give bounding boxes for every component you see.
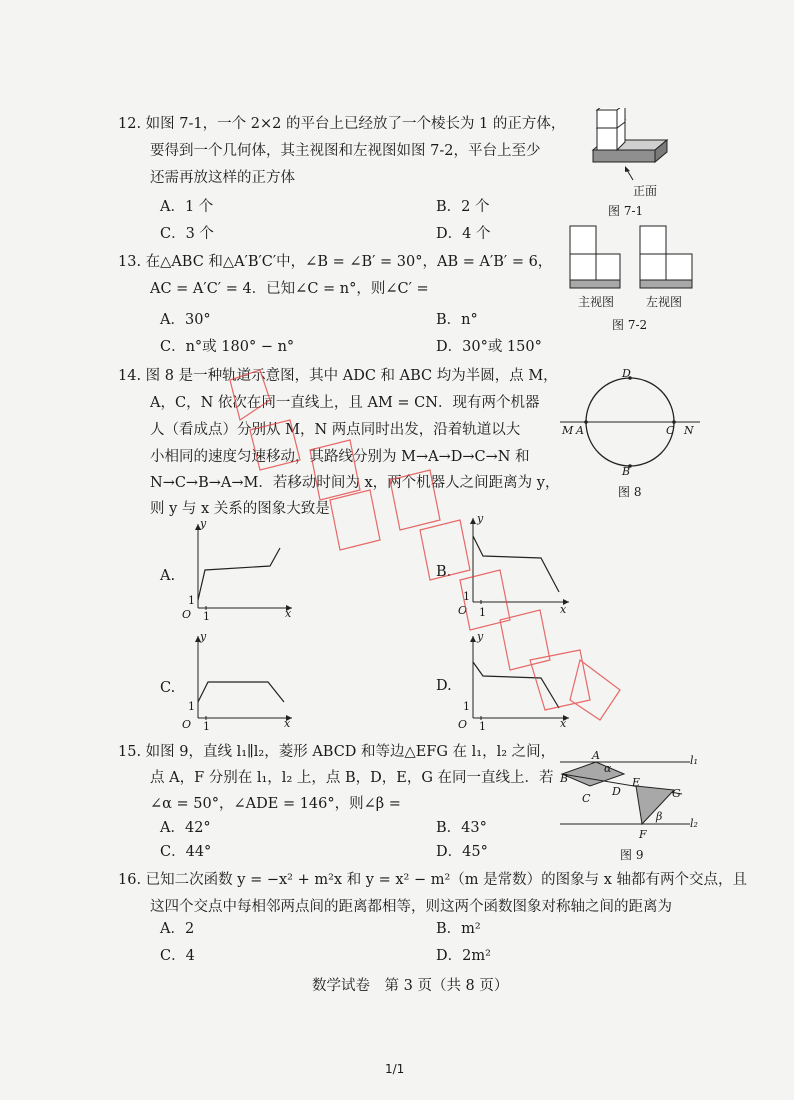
- q14-graph-d-x-one: 1: [479, 720, 486, 733]
- figure-8-label-c: C: [666, 424, 675, 437]
- q14-graph-c-y-label: y: [200, 630, 207, 643]
- q14-graph-c-x-label: x: [284, 717, 291, 730]
- figure-9-label-c: C: [582, 792, 591, 805]
- figure-9-label-g: G: [672, 787, 681, 800]
- figure-7-1-caption: 图 7-1: [608, 204, 644, 218]
- q14-option-c: C.: [160, 680, 176, 696]
- q14-graph-c-x-one: 1: [203, 720, 210, 733]
- figure-9-label-d: D: [612, 785, 621, 798]
- figure-9-rhombus-triangle: [556, 750, 706, 840]
- figure-8-label-m: M: [562, 424, 574, 437]
- figure-9-label-a: A: [592, 749, 600, 762]
- q14-line-3: 人（看成点）分别从 M，N 两点同时出发，沿着轨道以大: [150, 422, 521, 438]
- q16-option-d: D．2m²: [436, 948, 491, 964]
- figure-8-label-n: N: [684, 424, 694, 437]
- figure-7-2-main-view-label: 主视图: [578, 295, 615, 309]
- q15-option-a: A．42°: [160, 820, 211, 836]
- figure-8-label-b: B: [622, 465, 631, 478]
- q14-line-4: 小相同的速度匀速移动，其路线分别为 M→A→D→C→N 和: [150, 449, 530, 465]
- figure-7-1-front-label: 正面: [633, 184, 658, 198]
- figure-7-2-views: [568, 224, 708, 290]
- page-number: 1/1: [385, 1062, 405, 1076]
- q12-option-d: D．4 个: [436, 226, 491, 242]
- q14-graph-a: [180, 518, 295, 622]
- q14-graph-d: [455, 632, 575, 732]
- q12-option-b: B．2 个: [436, 199, 490, 215]
- q14-graph-d-x-label: x: [560, 717, 567, 730]
- q14-graph-d-origin: O: [458, 718, 468, 731]
- q15-line-1: 15. 如图 9，直线 l₁∥l₂，菱形 ABCD 和等边△EFG 在 l₁，l₂ 之间，: [118, 744, 556, 760]
- figure-7-2-caption: 图 7-2: [612, 318, 648, 332]
- q13-line-1: 13. 在△ABC 和△A′B′C′中，∠B = ∠B′ = 30°，AB = A′B′ = 6，: [118, 254, 553, 270]
- figure-9-label-l1: l₁: [690, 754, 698, 767]
- q14-line-2: A，C，N 依次在同一直线上，且 AM = CN．现有两个机器: [150, 395, 540, 411]
- q14-graph-a-x-label: x: [285, 607, 292, 620]
- q14-graph-b-x-one: 1: [479, 606, 486, 619]
- q15-line-2: 点 A，F 分别在 l₁，l₂ 上，点 B，D，E，G 在同一直线上．若: [150, 770, 554, 786]
- q12-line-2: 要得到一个几何体，其主视图和左视图如图 7-2，平台上至少: [150, 143, 541, 159]
- figure-9-label-f: F: [639, 828, 647, 841]
- q12-option-a: A．1 个: [160, 199, 214, 215]
- q12-line-1: 12. 如图 7-1，一个 2×2 的平台上已经放了一个棱长为 1 的正方体，: [118, 116, 566, 132]
- q14-line-5: N→C→B→A→M．若移动时间为 x，两个机器人之间距离为 y，: [150, 475, 560, 491]
- q13-line-2: AC = A′C′ = 4．已知∠C = n°，则∠C′ =: [150, 281, 429, 297]
- q14-graph-c: [180, 632, 295, 732]
- page-footer: 数学试卷 第 3 页（共 8 页）: [312, 978, 509, 994]
- q16-option-b: B．m²: [436, 921, 481, 937]
- q16-line-2: 这四个交点中每相邻两点间的距离都相等，则这两个函数图象对称轴之间的距离为: [150, 899, 672, 915]
- q14-graph-a-y-one: 1: [188, 594, 195, 607]
- q13-option-b: B．n°: [436, 312, 478, 328]
- figure-7-1-cube-platform: [585, 108, 675, 188]
- figure-8-track: [550, 366, 710, 478]
- q14-line-6: 则 y 与 x 关系的图象大致是: [150, 501, 330, 517]
- figure-9-label-e: E: [632, 776, 641, 789]
- q14-graph-c-origin: O: [182, 718, 192, 731]
- q14-graph-b-y-one: 1: [463, 590, 470, 603]
- q14-graph-b-y-label: y: [477, 512, 484, 525]
- figure-8-label-d: D: [622, 367, 631, 380]
- figure-8-caption: 图 8: [618, 485, 642, 499]
- figure-9-label-beta: β: [656, 810, 663, 823]
- figure-9-label-l2: l₂: [690, 817, 698, 830]
- q16-line-1: 16. 已知二次函数 y = −x² + m²x 和 y = x² − m²（m 是常数）的图象与 x 轴都有两个交点，且: [118, 872, 748, 888]
- q14-option-b: B.: [436, 564, 452, 580]
- q14-graph-d-y-one: 1: [463, 700, 470, 713]
- q14-line-1: 14. 图 8 是一种轨道示意图，其中 ADC 和 ABC 均为半圆，点 M，: [118, 368, 558, 384]
- q14-graph-a-origin: O: [182, 608, 192, 621]
- q14-graph-d-y-label: y: [477, 630, 484, 643]
- q13-option-a: A．30°: [160, 312, 211, 328]
- q15-option-b: B．43°: [436, 820, 487, 836]
- figure-7-2-left-view-label: 左视图: [646, 295, 683, 309]
- q12-line-3: 还需再放这样的正方体: [150, 170, 295, 186]
- q14-graph-a-y-label: y: [200, 517, 207, 530]
- q15-option-d: D．45°: [436, 844, 488, 860]
- q13-option-c: C．n°或 180° − n°: [160, 339, 295, 355]
- q16-option-c: C．4: [160, 948, 195, 964]
- q14-graph-a-x-one: 1: [203, 610, 210, 623]
- figure-8-label-a: A: [576, 424, 584, 437]
- figure-9-label-b: B: [560, 772, 569, 785]
- q12-option-c: C．3 个: [160, 226, 214, 242]
- q14-graph-b-x-label: x: [560, 603, 567, 616]
- q14-option-a: A.: [160, 568, 176, 584]
- q14-option-d: D.: [436, 678, 452, 694]
- q14-graph-c-y-one: 1: [188, 700, 195, 713]
- figure-9-caption: 图 9: [620, 848, 644, 862]
- q16-option-a: A．2: [160, 921, 195, 937]
- q14-graph-b: [455, 514, 575, 618]
- q13-option-d: D．30°或 150°: [436, 339, 542, 355]
- figure-9-label-alpha: α: [604, 762, 612, 775]
- q15-option-c: C．44°: [160, 844, 212, 860]
- q14-graph-b-origin: O: [458, 604, 468, 617]
- q15-line-3: ∠α = 50°，∠ADE = 146°，则∠β =: [150, 796, 401, 812]
